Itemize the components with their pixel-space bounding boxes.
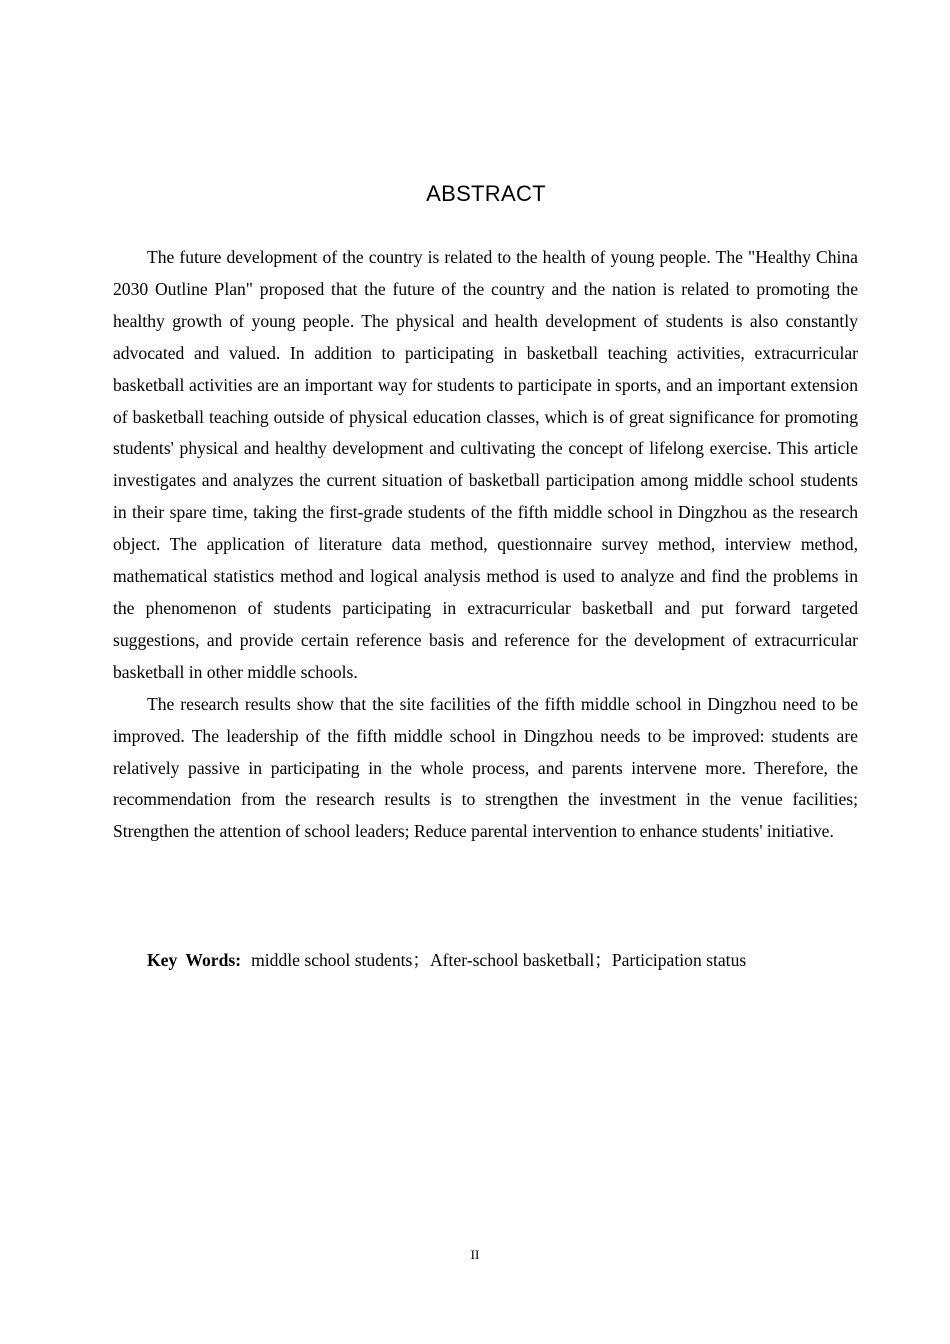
- keywords-values: middle school students；After-school basketball；Participation status: [251, 950, 747, 970]
- abstract-paragraph-1: The future development of the country is related to the health of young people. The "Healthy China 2030 Outline Plan" proposed that the future of the country and the nation is related to promoting the healthy growth of young people. The physical and health development of students is also constantly advocated and valued. In addition to participating in basketball teaching activities, extracurricular basketball activities are an important way for students to participate in sports, and an important extension of basketball teaching outside of physical education classes, which is of great significance for promoting students' physical and healthy development and cultivating the concept of lifelong exercise. This article investigates and analyzes the current situation of basketball participation among middle school students in their spare time, taking the first-grade students of the fifth middle school in Dingzhou as the research object. The application of literature data method, questionnaire survey method, interview method, mathematical statistics method and logical analysis method is used to analyze and find the problems in the phenomenon of students participating in extracurricular basketball and put forward targeted suggestions, and provide certain reference basis and reference for the development of extracurricular basketball in other middle schools.: [113, 247, 858, 682]
- abstract-body: [113, 242, 858, 848]
- abstract-title: ABSTRACT: [426, 181, 546, 206]
- abstract-paragraph-2: The research results show that the site facilities of the fifth middle school in Dingzhou need to be improved. The leadership of the fifth middle school in Dingzhou needs to be improved: students are relatively passive in participating in the whole process, and parents intervene more. Therefore, the recommendation from the research results is to strengthen the investment in the venue facilities; Strengthen the attention of school leaders; Reduce parental intervention to enhance students' initiative.: [113, 693, 858, 842]
- keywords-line: [147, 944, 867, 976]
- keywords-label: Key Words:: [147, 950, 242, 970]
- page-number: II: [470, 1247, 480, 1262]
